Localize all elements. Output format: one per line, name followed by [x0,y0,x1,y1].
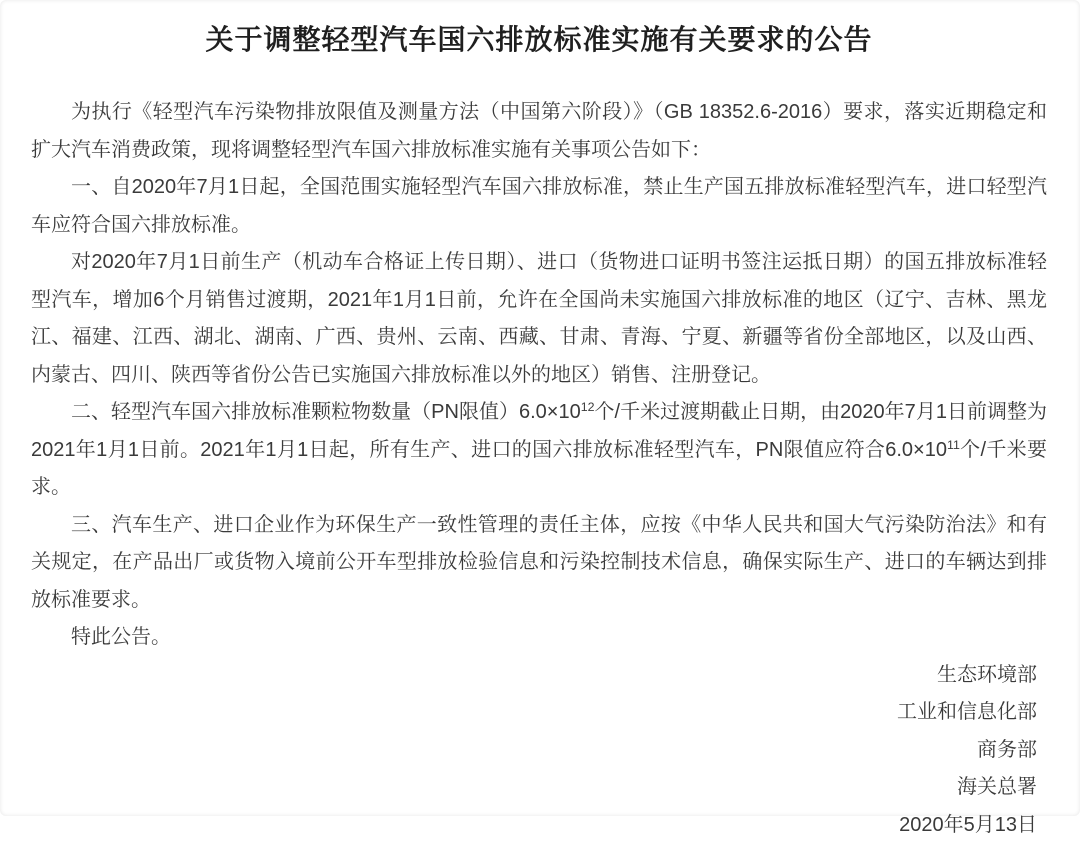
text-segment: 二、轻型汽车国六排放标准颗粒物数量（PN限值）6.0×10 [71,401,581,423]
text-segment: 个/千米要求。 [31,439,1047,499]
text-segment: 个/千米过渡期截止日期，由2020年7月1日前调整为2021年1月1日前。2021年1月1日起，所有生产、进口的国六排放标准轻型汽车，PN限值应符合6.0×10 [31,401,1047,461]
paragraph [31,169,1047,244]
paragraph [31,94,1047,169]
paragraphs [31,94,1047,619]
paragraph [31,507,1047,620]
superscript: 11 [947,438,960,452]
document-body [31,94,1047,844]
text-segment: 对2020年7月1日前生产（机动车合格证上传日期）、进口（货物进口证明书签注运抵日期）的国五排放标准轻型汽车，增加6个月销售过渡期，2021年1月1日前，允许在全国尚未实施国六排放标准的地区（辽宁、吉林、黑龙江、福建、江西、湖北、湖南、广西、贵州、云南、西藏、甘肃、青海、宁夏、新疆等省份全部地区，以及山西、内蒙古、四川、陕西等省份公告已实施国六排放标准以外的地区）销售、注册登记。 [31,251,1047,386]
document-title: 关于调整轻型汽车国六排放标准实施有关要求的公告 [31,18,1047,58]
paragraph [31,244,1047,394]
signature-line: 商务部 [31,732,1037,770]
signature-date: 2020年5月13日 [31,807,1037,844]
closing-paragraph: 特此公告。 [31,619,1047,657]
superscript: 12 [581,400,595,414]
signature-line: 生态环境部 [31,657,1037,695]
paragraph [31,394,1047,507]
signature-line: 海关总署 [31,769,1037,807]
signature-line: 工业和信息化部 [31,694,1037,732]
text-segment: 三、汽车生产、进口企业作为环保生产一致性管理的责任主体，应按《中华人民共和国大气污染防治法》和有关规定，在产品出厂或货物入境前公开车型排放检验信息和污染控制技术信息，确保实际生产、进口的车辆达到排放标准要求。 [31,514,1047,611]
signature-lines [31,657,1037,807]
text-segment: 一、自2020年7月1日起，全国范围实施轻型汽车国六排放标准，禁止生产国五排放标准轻型汽车，进口轻型汽车应符合国六排放标准。 [31,176,1047,236]
text-segment: 为执行《轻型汽车污染物排放限值及测量方法（中国第六阶段）》（GB 18352.6-2016）要求，落实近期稳定和扩大汽车消费政策，现将调整轻型汽车国六排放标准实施有关事项公告如下： [31,101,1047,161]
signature-block [31,657,1047,844]
